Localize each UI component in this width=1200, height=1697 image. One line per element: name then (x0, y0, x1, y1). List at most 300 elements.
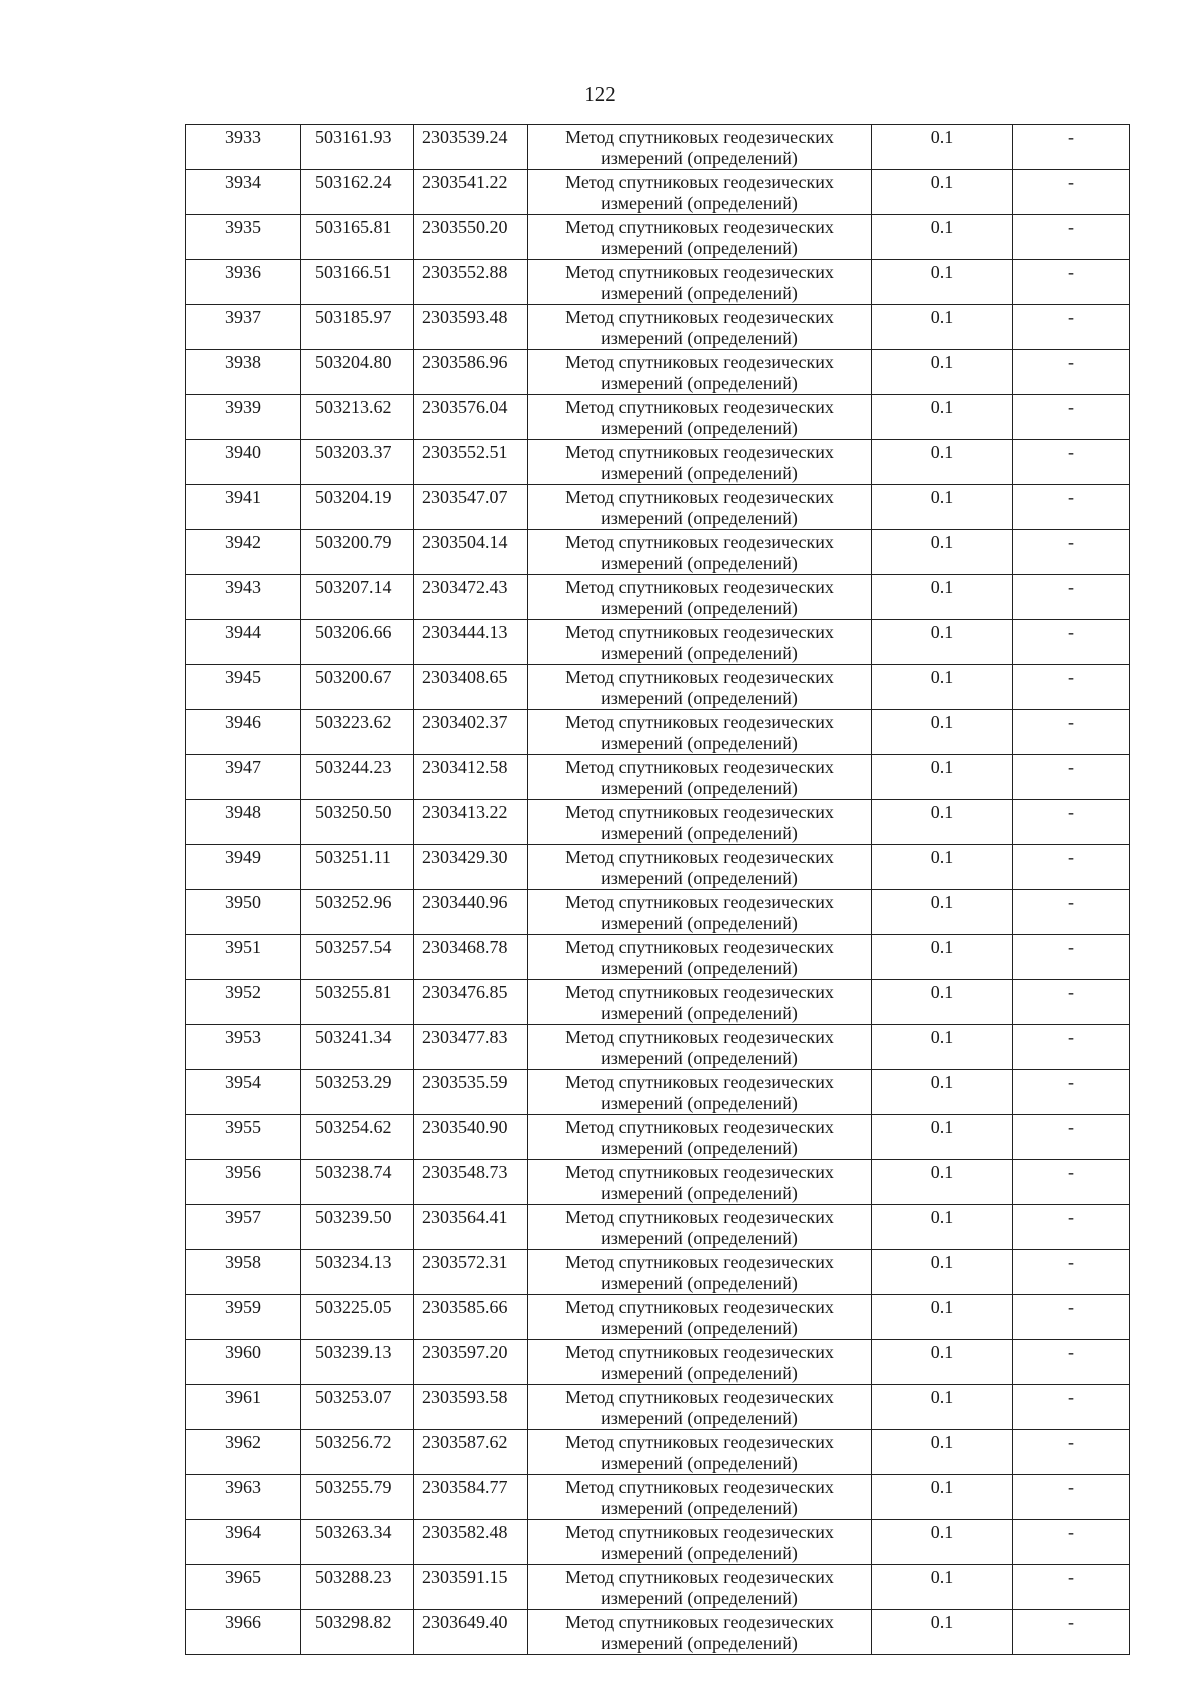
method-cell (528, 485, 872, 530)
method-text-line: измерений (определений) (601, 868, 798, 888)
y-coordinate-cell: 2303547.07 (414, 485, 528, 530)
y-coordinate-cell: 2303476.85 (414, 980, 528, 1025)
x-coordinate-cell: 503298.82 (301, 1610, 414, 1655)
accuracy-cell: 0.1 (872, 260, 1013, 305)
accuracy-cell: 0.1 (872, 1610, 1013, 1655)
method-text-line: измерений (определений) (601, 418, 798, 438)
method-text-line: измерений (определений) (601, 193, 798, 213)
method-text-line: измерений (определений) (601, 1543, 798, 1563)
point-number-cell: 3938 (186, 350, 301, 395)
method-cell (528, 305, 872, 350)
y-coordinate-cell: 2303540.90 (414, 1115, 528, 1160)
table-row (186, 305, 1130, 350)
table-row (186, 1250, 1130, 1295)
x-coordinate-cell: 503255.81 (301, 980, 414, 1025)
description-cell: - (1013, 1430, 1130, 1475)
y-coordinate-cell: 2303572.31 (414, 1250, 528, 1295)
description-cell: - (1013, 125, 1130, 170)
y-coordinate-cell: 2303468.78 (414, 935, 528, 980)
accuracy-cell: 0.1 (872, 1250, 1013, 1295)
description-cell: - (1013, 935, 1130, 980)
table-row (186, 710, 1130, 755)
method-text-line: измерений (определений) (601, 733, 798, 753)
y-coordinate-cell: 2303541.22 (414, 170, 528, 215)
table-row (186, 350, 1130, 395)
x-coordinate-cell: 503239.50 (301, 1205, 414, 1250)
y-coordinate-cell: 2303584.77 (414, 1475, 528, 1520)
method-text-line: измерений (определений) (601, 508, 798, 528)
accuracy-cell: 0.1 (872, 890, 1013, 935)
method-text-line: Метод спутниковых геодезических (565, 712, 834, 732)
point-number-cell: 3957 (186, 1205, 301, 1250)
description-cell: - (1013, 575, 1130, 620)
method-cell (528, 440, 872, 485)
x-coordinate-cell: 503225.05 (301, 1295, 414, 1340)
accuracy-cell: 0.1 (872, 1430, 1013, 1475)
method-text-line: Метод спутниковых геодезических (565, 1432, 834, 1452)
table-row (186, 1340, 1130, 1385)
y-coordinate-cell: 2303472.43 (414, 575, 528, 620)
x-coordinate-cell: 503263.34 (301, 1520, 414, 1565)
y-coordinate-cell: 2303477.83 (414, 1025, 528, 1070)
page-number: 122 (584, 82, 616, 106)
method-cell (528, 1430, 872, 1475)
accuracy-cell: 0.1 (872, 620, 1013, 665)
description-cell: - (1013, 1295, 1130, 1340)
method-text-line: измерений (определений) (601, 1453, 798, 1473)
table-row (186, 170, 1130, 215)
method-cell (528, 1205, 872, 1250)
y-coordinate-cell: 2303591.15 (414, 1565, 528, 1610)
method-text-line: Метод спутниковых геодезических (565, 1252, 834, 1272)
point-number-cell: 3963 (186, 1475, 301, 1520)
table-row (186, 260, 1130, 305)
method-text-line: измерений (определений) (601, 1093, 798, 1113)
x-coordinate-cell: 503288.23 (301, 1565, 414, 1610)
description-cell: - (1013, 980, 1130, 1025)
coordinates-table-body (186, 125, 1130, 1655)
method-cell (528, 845, 872, 890)
method-text-line: Метод спутниковых геодезических (565, 892, 834, 912)
method-text-line: Метод спутниковых геодезических (565, 1297, 834, 1317)
x-coordinate-cell: 503239.13 (301, 1340, 414, 1385)
table-row (186, 1115, 1130, 1160)
method-text-line: измерений (определений) (601, 148, 798, 168)
method-cell (528, 980, 872, 1025)
y-coordinate-cell: 2303649.40 (414, 1610, 528, 1655)
table-row (186, 665, 1130, 710)
method-text-line: измерений (определений) (601, 778, 798, 798)
method-text-line: измерений (определений) (601, 598, 798, 618)
description-cell: - (1013, 620, 1130, 665)
y-coordinate-cell: 2303548.73 (414, 1160, 528, 1205)
accuracy-cell: 0.1 (872, 845, 1013, 890)
table-row (186, 1025, 1130, 1070)
method-cell (528, 755, 872, 800)
x-coordinate-cell: 503200.79 (301, 530, 414, 575)
table-row (186, 1385, 1130, 1430)
table-row (186, 1070, 1130, 1115)
y-coordinate-cell: 2303564.41 (414, 1205, 528, 1250)
description-cell: - (1013, 1385, 1130, 1430)
method-text-line: измерений (определений) (601, 238, 798, 258)
method-cell (528, 395, 872, 440)
accuracy-cell: 0.1 (872, 1070, 1013, 1115)
accuracy-cell: 0.1 (872, 125, 1013, 170)
method-text-line: измерений (определений) (601, 823, 798, 843)
method-text-line: Метод спутниковых геодезических (565, 982, 834, 1002)
description-cell: - (1013, 710, 1130, 755)
method-text-line: Метод спутниковых геодезических (565, 397, 834, 417)
point-number-cell: 3962 (186, 1430, 301, 1475)
table-row (186, 1430, 1130, 1475)
accuracy-cell: 0.1 (872, 1025, 1013, 1070)
point-number-cell: 3960 (186, 1340, 301, 1385)
method-cell (528, 575, 872, 620)
accuracy-cell: 0.1 (872, 800, 1013, 845)
table-row (186, 1520, 1130, 1565)
x-coordinate-cell: 503207.14 (301, 575, 414, 620)
table-row (186, 440, 1130, 485)
x-coordinate-cell: 503244.23 (301, 755, 414, 800)
description-cell: - (1013, 395, 1130, 440)
point-number-cell: 3934 (186, 170, 301, 215)
x-coordinate-cell: 503204.80 (301, 350, 414, 395)
y-coordinate-cell: 2303593.48 (414, 305, 528, 350)
method-text-line: измерений (определений) (601, 1318, 798, 1338)
method-cell (528, 710, 872, 755)
description-cell: - (1013, 1340, 1130, 1385)
method-cell (528, 1025, 872, 1070)
table-row (186, 620, 1130, 665)
description-cell: - (1013, 1160, 1130, 1205)
x-coordinate-cell: 503223.62 (301, 710, 414, 755)
point-number-cell: 3941 (186, 485, 301, 530)
y-coordinate-cell: 2303413.22 (414, 800, 528, 845)
table-row (186, 395, 1130, 440)
table-row (186, 755, 1130, 800)
accuracy-cell: 0.1 (872, 530, 1013, 575)
point-number-cell: 3942 (186, 530, 301, 575)
y-coordinate-cell: 2303539.24 (414, 125, 528, 170)
accuracy-cell: 0.1 (872, 395, 1013, 440)
method-text-line: измерений (определений) (601, 958, 798, 978)
method-text-line: Метод спутниковых геодезических (565, 847, 834, 867)
point-number-cell: 3943 (186, 575, 301, 620)
method-text-line: Метод спутниковых геодезических (565, 1477, 834, 1497)
point-number-cell: 3965 (186, 1565, 301, 1610)
description-cell: - (1013, 845, 1130, 890)
method-text-line: Метод спутниковых геодезических (565, 802, 834, 822)
accuracy-cell: 0.1 (872, 350, 1013, 395)
method-text-line: Метод спутниковых геодезических (565, 937, 834, 957)
point-number-cell: 3933 (186, 125, 301, 170)
method-cell (528, 890, 872, 935)
x-coordinate-cell: 503185.97 (301, 305, 414, 350)
method-text-line: Метод спутниковых геодезических (565, 262, 834, 282)
x-coordinate-cell: 503253.29 (301, 1070, 414, 1115)
x-coordinate-cell: 503206.66 (301, 620, 414, 665)
accuracy-cell: 0.1 (872, 305, 1013, 350)
x-coordinate-cell: 503166.51 (301, 260, 414, 305)
description-cell: - (1013, 1250, 1130, 1295)
description-cell: - (1013, 485, 1130, 530)
x-coordinate-cell: 503255.79 (301, 1475, 414, 1520)
accuracy-cell: 0.1 (872, 1295, 1013, 1340)
method-text-line: Метод спутниковых геодезических (565, 1612, 834, 1632)
method-cell (528, 935, 872, 980)
point-number-cell: 3966 (186, 1610, 301, 1655)
description-cell: - (1013, 215, 1130, 260)
point-number-cell: 3959 (186, 1295, 301, 1340)
y-coordinate-cell: 2303576.04 (414, 395, 528, 440)
method-cell (528, 620, 872, 665)
x-coordinate-cell: 503200.67 (301, 665, 414, 710)
y-coordinate-cell: 2303582.48 (414, 1520, 528, 1565)
x-coordinate-cell: 503250.50 (301, 800, 414, 845)
y-coordinate-cell: 2303504.14 (414, 530, 528, 575)
method-text-line: Метод спутниковых геодезических (565, 307, 834, 327)
x-coordinate-cell: 503204.19 (301, 485, 414, 530)
x-coordinate-cell: 503238.74 (301, 1160, 414, 1205)
description-cell: - (1013, 1025, 1130, 1070)
method-text-line: измерений (определений) (601, 1498, 798, 1518)
accuracy-cell: 0.1 (872, 1115, 1013, 1160)
method-text-line: измерений (определений) (601, 463, 798, 483)
accuracy-cell: 0.1 (872, 1340, 1013, 1385)
point-number-cell: 3935 (186, 215, 301, 260)
point-number-cell: 3954 (186, 1070, 301, 1115)
x-coordinate-cell: 503161.93 (301, 125, 414, 170)
method-text-line: измерений (определений) (601, 1048, 798, 1068)
y-coordinate-cell: 2303586.96 (414, 350, 528, 395)
table-row (186, 845, 1130, 890)
description-cell: - (1013, 1205, 1130, 1250)
table-row (186, 485, 1130, 530)
method-text-line: Метод спутниковых геодезических (565, 1162, 834, 1182)
method-text-line: измерений (определений) (601, 283, 798, 303)
method-text-line: измерений (определений) (601, 643, 798, 663)
description-cell: - (1013, 1610, 1130, 1655)
point-number-cell: 3955 (186, 1115, 301, 1160)
method-text-line: Метод спутниковых геодезических (565, 1072, 834, 1092)
method-text-line: Метод спутниковых геодезических (565, 487, 834, 507)
x-coordinate-cell: 503162.24 (301, 170, 414, 215)
table-row (186, 1610, 1130, 1655)
method-text-line: измерений (определений) (601, 553, 798, 573)
x-coordinate-cell: 503234.13 (301, 1250, 414, 1295)
x-coordinate-cell: 503253.07 (301, 1385, 414, 1430)
method-cell (528, 1070, 872, 1115)
method-text-line: Метод спутниковых геодезических (565, 1342, 834, 1362)
method-text-line: измерений (определений) (601, 1588, 798, 1608)
accuracy-cell: 0.1 (872, 215, 1013, 260)
method-text-line: Метод спутниковых геодезических (565, 1117, 834, 1137)
method-text-line: измерений (определений) (601, 1408, 798, 1428)
y-coordinate-cell: 2303408.65 (414, 665, 528, 710)
x-coordinate-cell: 503203.37 (301, 440, 414, 485)
method-text-line: Метод спутниковых геодезических (565, 217, 834, 237)
y-coordinate-cell: 2303552.51 (414, 440, 528, 485)
y-coordinate-cell: 2303593.58 (414, 1385, 528, 1430)
accuracy-cell: 0.1 (872, 1385, 1013, 1430)
accuracy-cell: 0.1 (872, 1205, 1013, 1250)
method-cell (528, 665, 872, 710)
method-text-line: измерений (определений) (601, 1273, 798, 1293)
description-cell: - (1013, 1565, 1130, 1610)
point-number-cell: 3964 (186, 1520, 301, 1565)
y-coordinate-cell: 2303587.62 (414, 1430, 528, 1475)
x-coordinate-cell: 503241.34 (301, 1025, 414, 1070)
method-text-line: измерений (определений) (601, 1363, 798, 1383)
method-text-line: измерений (определений) (601, 1003, 798, 1023)
method-text-line: Метод спутниковых геодезических (565, 442, 834, 462)
method-text-line: измерений (определений) (601, 1228, 798, 1248)
point-number-cell: 3939 (186, 395, 301, 440)
y-coordinate-cell: 2303552.88 (414, 260, 528, 305)
description-cell: - (1013, 1070, 1130, 1115)
table-row (186, 935, 1130, 980)
accuracy-cell: 0.1 (872, 575, 1013, 620)
method-text-line: измерений (определений) (601, 1633, 798, 1653)
method-text-line: Метод спутниковых геодезических (565, 1567, 834, 1587)
description-cell: - (1013, 1115, 1130, 1160)
method-cell (528, 1160, 872, 1205)
accuracy-cell: 0.1 (872, 1565, 1013, 1610)
y-coordinate-cell: 2303412.58 (414, 755, 528, 800)
x-coordinate-cell: 503256.72 (301, 1430, 414, 1475)
method-text-line: измерений (определений) (601, 328, 798, 348)
table-row (186, 890, 1130, 935)
description-cell: - (1013, 1520, 1130, 1565)
x-coordinate-cell: 503251.11 (301, 845, 414, 890)
description-cell: - (1013, 665, 1130, 710)
method-cell (528, 1115, 872, 1160)
accuracy-cell: 0.1 (872, 935, 1013, 980)
y-coordinate-cell: 2303597.20 (414, 1340, 528, 1385)
table-row (186, 530, 1130, 575)
method-text-line: измерений (определений) (601, 1138, 798, 1158)
method-text-line: Метод спутниковых геодезических (565, 1027, 834, 1047)
y-coordinate-cell: 2303429.30 (414, 845, 528, 890)
point-number-cell: 3948 (186, 800, 301, 845)
description-cell: - (1013, 305, 1130, 350)
y-coordinate-cell: 2303535.59 (414, 1070, 528, 1115)
method-text-line: Метод спутниковых геодезических (565, 757, 834, 777)
method-text-line: Метод спутниковых геодезических (565, 172, 834, 192)
method-cell (528, 1565, 872, 1610)
table-row (186, 215, 1130, 260)
description-cell: - (1013, 440, 1130, 485)
point-number-cell: 3944 (186, 620, 301, 665)
method-cell (528, 125, 872, 170)
method-cell (528, 1340, 872, 1385)
method-text-line: Метод спутниковых геодезических (565, 352, 834, 372)
description-cell: - (1013, 350, 1130, 395)
accuracy-cell: 0.1 (872, 710, 1013, 755)
method-text-line: Метод спутниковых геодезических (565, 127, 834, 147)
method-cell (528, 215, 872, 260)
description-cell: - (1013, 890, 1130, 935)
accuracy-cell: 0.1 (872, 1475, 1013, 1520)
coordinates-table (185, 124, 1130, 1655)
accuracy-cell: 0.1 (872, 170, 1013, 215)
method-text-line: Метод спутниковых геодезических (565, 1387, 834, 1407)
y-coordinate-cell: 2303440.96 (414, 890, 528, 935)
description-cell: - (1013, 260, 1130, 305)
accuracy-cell: 0.1 (872, 1160, 1013, 1205)
point-number-cell: 3945 (186, 665, 301, 710)
method-text-line: измерений (определений) (601, 688, 798, 708)
accuracy-cell: 0.1 (872, 665, 1013, 710)
method-text-line: измерений (определений) (601, 913, 798, 933)
description-cell: - (1013, 755, 1130, 800)
point-number-cell: 3946 (186, 710, 301, 755)
point-number-cell: 3961 (186, 1385, 301, 1430)
description-cell: - (1013, 530, 1130, 575)
point-number-cell: 3949 (186, 845, 301, 890)
y-coordinate-cell: 2303402.37 (414, 710, 528, 755)
table-row (186, 1295, 1130, 1340)
table-row (186, 1475, 1130, 1520)
x-coordinate-cell: 503252.96 (301, 890, 414, 935)
method-text-line: измерений (определений) (601, 1183, 798, 1203)
point-number-cell: 3952 (186, 980, 301, 1025)
x-coordinate-cell: 503257.54 (301, 935, 414, 980)
table-row (186, 1565, 1130, 1610)
method-text-line: Метод спутниковых геодезических (565, 532, 834, 552)
method-text-line: Метод спутниковых геодезических (565, 1522, 834, 1542)
table-row (186, 575, 1130, 620)
description-cell: - (1013, 1475, 1130, 1520)
x-coordinate-cell: 503165.81 (301, 215, 414, 260)
point-number-cell: 3953 (186, 1025, 301, 1070)
description-cell: - (1013, 800, 1130, 845)
point-number-cell: 3937 (186, 305, 301, 350)
method-cell (528, 260, 872, 305)
method-text-line: Метод спутниковых геодезических (565, 667, 834, 687)
method-text-line: Метод спутниковых геодезических (565, 577, 834, 597)
accuracy-cell: 0.1 (872, 980, 1013, 1025)
accuracy-cell: 0.1 (872, 440, 1013, 485)
accuracy-cell: 0.1 (872, 1520, 1013, 1565)
method-cell (528, 1250, 872, 1295)
y-coordinate-cell: 2303585.66 (414, 1295, 528, 1340)
method-cell (528, 530, 872, 575)
x-coordinate-cell: 503254.62 (301, 1115, 414, 1160)
point-number-cell: 3950 (186, 890, 301, 935)
x-coordinate-cell: 503213.62 (301, 395, 414, 440)
method-cell (528, 350, 872, 395)
y-coordinate-cell: 2303550.20 (414, 215, 528, 260)
point-number-cell: 3947 (186, 755, 301, 800)
method-text-line: Метод спутниковых геодезических (565, 622, 834, 642)
point-number-cell: 3951 (186, 935, 301, 980)
method-cell (528, 170, 872, 215)
table-row (186, 125, 1130, 170)
method-cell (528, 1295, 872, 1340)
table-row (186, 800, 1130, 845)
method-cell (528, 1520, 872, 1565)
accuracy-cell: 0.1 (872, 485, 1013, 530)
table-row (186, 980, 1130, 1025)
description-cell: - (1013, 170, 1130, 215)
method-cell (528, 1610, 872, 1655)
point-number-cell: 3958 (186, 1250, 301, 1295)
y-coordinate-cell: 2303444.13 (414, 620, 528, 665)
accuracy-cell: 0.1 (872, 755, 1013, 800)
point-number-cell: 3936 (186, 260, 301, 305)
